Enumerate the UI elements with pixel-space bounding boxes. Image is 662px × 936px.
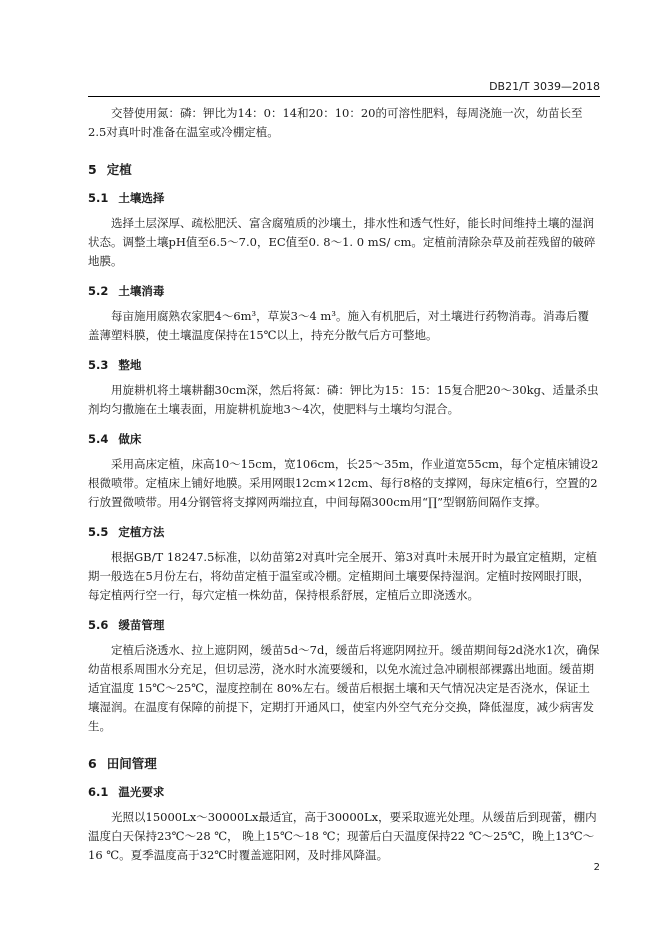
header-rule: [88, 96, 600, 97]
page-content: [88, 104, 600, 865]
paragraph-5-2: 每亩施用腐熟农家肥4～6m³，草炭3～4 m³。施入有机肥后，对土壤进行药物消毒。消毒后覆盖薄塑料膜，使土壤温度保持在15℃以上，持充分散气后方可整地。: [88, 309, 589, 342]
intro-paragraph: 交替使用氮：磷：钾比为14：0：14和20：10：20的可溶性肥料，每周浇施一次，幼苗长至2.5对真叶时准备在温室或冷棚定植。: [88, 106, 583, 139]
section-heading-5-2: 5.2 土壤消毒: [88, 284, 165, 298]
section-heading-5: 5 定植: [88, 162, 132, 177]
paragraph-5-3: 用旋耕机将土壤耕翻30cm深，然后将氮：磷：钾比为15：15：15复合肥20～30kg、适量杀虫剂均匀撒施在土壤表面，用旋耕机旋地3～4次，使肥料与土壤均匀混合。: [88, 383, 599, 416]
section-heading-6-1: 6.1 温光要求: [88, 785, 165, 799]
paragraph-5-5: 根据GB/T 18247.5标准，以幼苗第2对真叶完全展开、第3对真叶未展开时为最宜定植期，定植期一般选在5月份左右，将幼苗定植于温室或冷棚。定植期间土壤要保持湿润。定植时按网眼打眼，每定植两行空一行，每穴定植一株幼苗，保持根系舒展，定植后立即浇透水。: [88, 550, 598, 602]
document-code: DB21/T 3039—2018: [489, 80, 600, 93]
section-heading-5-4: 5.4 做床: [88, 432, 142, 446]
section-heading-5-1: 5.1 土壤选择: [88, 191, 165, 205]
section-heading-6: 6 田间管理: [88, 756, 157, 771]
paragraph-5-1: 选择土层深厚、疏松肥沃、富含腐殖质的沙壤土，排水性和透气性好，能长时间维持土壤的湿润状态。调整土壤pH值至6.5～7.0，EC值至0. 8～1. 0 mS/ cm。定植前清除杂草及前茬残留的破碎地膜。: [88, 216, 596, 268]
section-heading-5-5: 5.5 定植方法: [88, 525, 165, 539]
paragraph-5-6: 定植后浇透水、拉上遮阴网，缓苗5d～7d，缓苗后将遮阴网拉开。缓苗期间每2d浇水1次，确保幼苗根系周围水分充足，但切忌涝，浇水时水流要缓和，以免水流过急冲刷根部裸露出地面。缓苗期适宜温度 15℃～25℃，湿度控制在 80%左右。缓苗后根据土壤和天气情况决定是否浇水，保证土壤湿润。在温度有保障的前提下，定期打开通风口，使室内外空气充分交换，降低湿度，减少病害发生。: [88, 643, 600, 733]
section-heading-5-6: 5.6 缓苗管理: [88, 618, 165, 632]
paragraph-5-4: 采用高床定植，床高10～15cm，宽106cm，长25～35m，作业道宽55cm，每个定植床铺设2根微喷带。定植床上铺好地膜。采用网眼12cm×12cm、每行8格的支撑网，每床定植6行，空置的2行放置微喷带。用4分钢管将支撑网两端拉直，中间每隔300cm用“∏”型钢筋间隔作支撑。: [88, 457, 599, 509]
page-number: 2: [593, 862, 600, 873]
section-heading-5-3: 5.3 整地: [88, 358, 142, 372]
paragraph-6-1: 光照以15000Lx～30000Lx最适宜，高于30000Lx，要采取遮光处理。从缓苗后到现蕾，棚内温度白天保持23℃～28 ℃， 晚上15℃～18 ℃；现蕾后白天温度保持22 ℃～25℃，晚上13℃～16 ℃。夏季温度高于32℃时覆盖遮阳网，及时排风降温。: [88, 810, 597, 862]
